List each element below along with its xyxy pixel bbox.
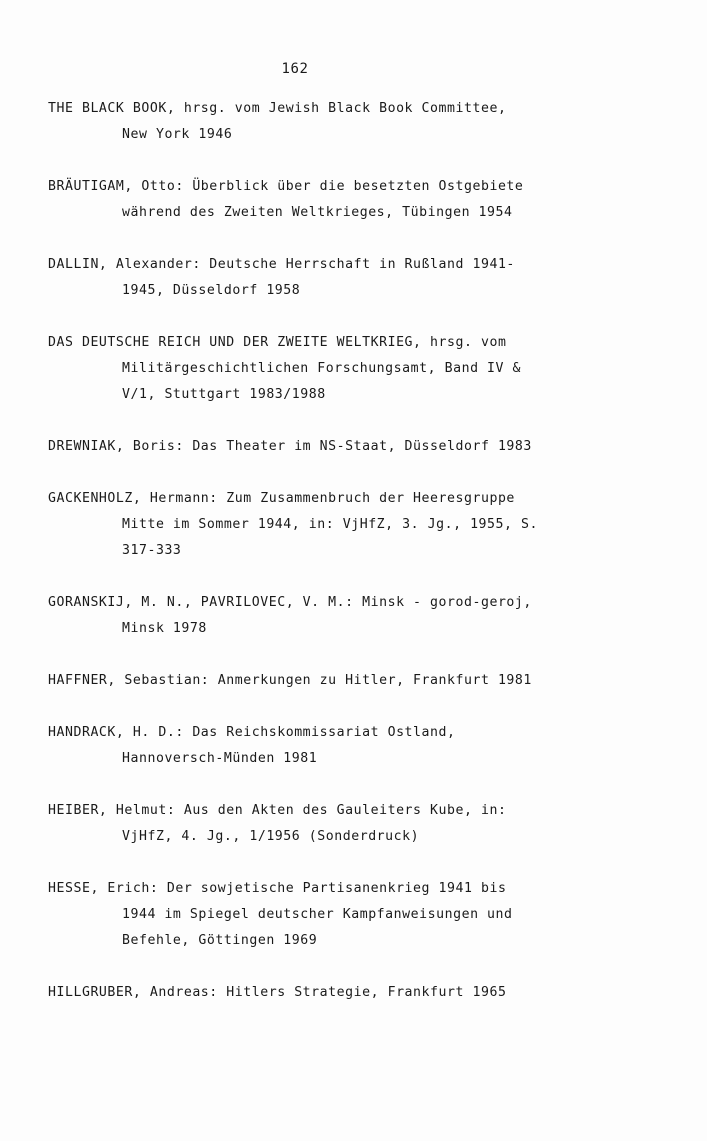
bibliography-entry xyxy=(48,174,698,226)
entry-line: 1945, Düsseldorf 1958 xyxy=(122,283,301,298)
bibliography-entry xyxy=(48,668,698,694)
entry-line: Minsk 1978 xyxy=(122,621,207,636)
entry-line: 1944 im Spiegel deutscher Kampfanweisungen und xyxy=(122,907,513,922)
entry-line: DREWNIAK, Boris: Das Theater im NS-Staat, Düsseldorf 1983 xyxy=(48,439,532,454)
bibliography-entry xyxy=(48,876,698,954)
entry-line: Hannoversch-Münden 1981 xyxy=(122,751,318,766)
entry-line: GACKENHOLZ, Hermann: Zum Zusammenbruch der Heeresgruppe xyxy=(48,491,515,506)
entry-line: Militärgeschichtlichen Forschungsamt, Band IV & xyxy=(122,361,522,376)
entry-line: GORANSKIJ, M. N., PAVRILOVEC, V. M.: Minsk - gorod-geroj, xyxy=(48,595,532,610)
entry-line: VjHfZ, 4. Jg., 1/1956 (Sonderdruck) xyxy=(122,829,420,844)
bibliography-entry xyxy=(48,434,698,460)
bibliography-entry xyxy=(48,252,698,304)
bibliography-entry xyxy=(48,980,698,1006)
bibliography-entry xyxy=(48,330,698,408)
bibliography-entry xyxy=(48,96,698,148)
entry-line: HEIBER, Helmut: Aus den Akten des Gauleiters Kube, in: xyxy=(48,803,507,818)
entry-line: New York 1946 xyxy=(122,127,233,142)
bibliography-entry xyxy=(48,720,698,772)
entry-line: HESSE, Erich: Der sowjetische Partisanenkrieg 1941 bis xyxy=(48,881,507,896)
entry-line: V/1, Stuttgart 1983/1988 xyxy=(122,387,326,402)
entry-line: THE BLACK BOOK, hrsg. vom Jewish Black Book Committee, xyxy=(48,101,507,116)
entry-line: HANDRACK, H. D.: Das Reichskommissariat Ostland, xyxy=(48,725,456,740)
entry-line: HILLGRUBER, Andreas: Hitlers Strategie, Frankfurt 1965 xyxy=(48,985,507,1000)
entry-line: während des Zweiten Weltkrieges, Tübingen 1954 xyxy=(122,205,513,220)
bibliography-entry xyxy=(48,590,698,642)
entry-line: DALLIN, Alexander: Deutsche Herrschaft in Rußland 1941- xyxy=(48,257,515,272)
entry-line: BRÄUTIGAM, Otto: Überblick über die besetzten Ostgebiete xyxy=(48,179,524,194)
bibliography-list xyxy=(48,96,698,1032)
entry-line: DAS DEUTSCHE REICH UND DER ZWEITE WELTKRIEG, hrsg. vom xyxy=(48,335,507,350)
entry-line: Befehle, Göttingen 1969 xyxy=(122,933,318,948)
entry-line: Mitte im Sommer 1944, in: VjHfZ, 3. Jg., 1955, S. xyxy=(122,517,538,532)
bibliography-entry xyxy=(48,798,698,850)
bibliography-entry xyxy=(48,486,698,564)
entry-line: HAFFNER, Sebastian: Anmerkungen zu Hitler, Frankfurt 1981 xyxy=(48,673,532,688)
page-number: 162 xyxy=(281,61,309,77)
entry-line: 317-333 xyxy=(122,543,182,558)
